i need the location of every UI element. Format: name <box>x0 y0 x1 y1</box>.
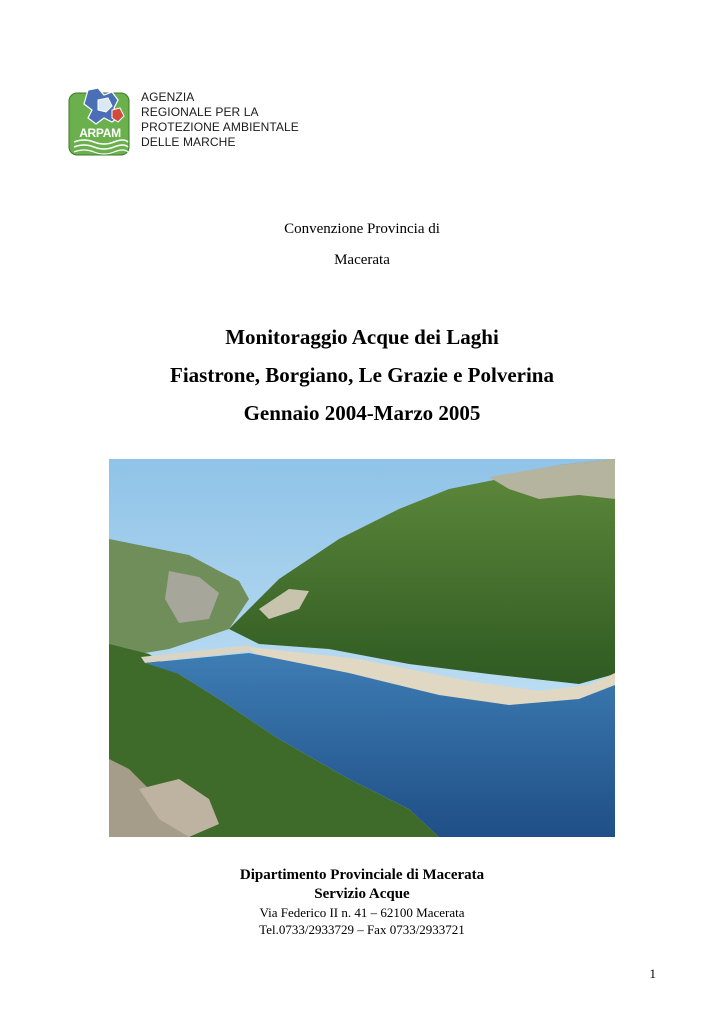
document-title <box>0 318 724 432</box>
arpam-logo-graphic <box>68 86 132 158</box>
title-line-1: Monitoraggio Acque dei Laghi <box>225 325 499 349</box>
agency-line: AGENZIA <box>141 90 195 104</box>
logo-label: ARPAM <box>79 126 121 140</box>
convention-line-2: Macerata <box>334 252 390 268</box>
arpam-logo <box>68 86 132 158</box>
title-line-3: Gennaio 2004-Marzo 2005 <box>243 401 481 425</box>
agency-name <box>141 90 299 150</box>
department-name: Dipartimento Provinciale di Macerata <box>239 867 485 883</box>
convention-text <box>0 214 724 276</box>
lake-landscape-image <box>109 459 615 837</box>
service-name: Servizio Acque <box>314 886 410 902</box>
title-line-2: Fiastrone, Borgiano, Le Grazie e Polverina <box>170 363 554 387</box>
convention-line-1: Convenzione Provincia di <box>284 221 440 237</box>
page-number: 1 <box>649 966 656 981</box>
lake-photo <box>109 459 615 837</box>
contacts: Tel.0733/2933729 – Fax 0733/2933721 <box>259 922 465 937</box>
agency-line: PROTEZIONE AMBIENTALE <box>141 120 299 134</box>
address: Via Federico II n. 41 – 62100 Macerata <box>259 905 465 920</box>
agency-line: DELLE MARCHE <box>141 135 236 149</box>
agency-line: REGIONALE PER LA <box>141 105 259 119</box>
footer <box>0 866 724 938</box>
